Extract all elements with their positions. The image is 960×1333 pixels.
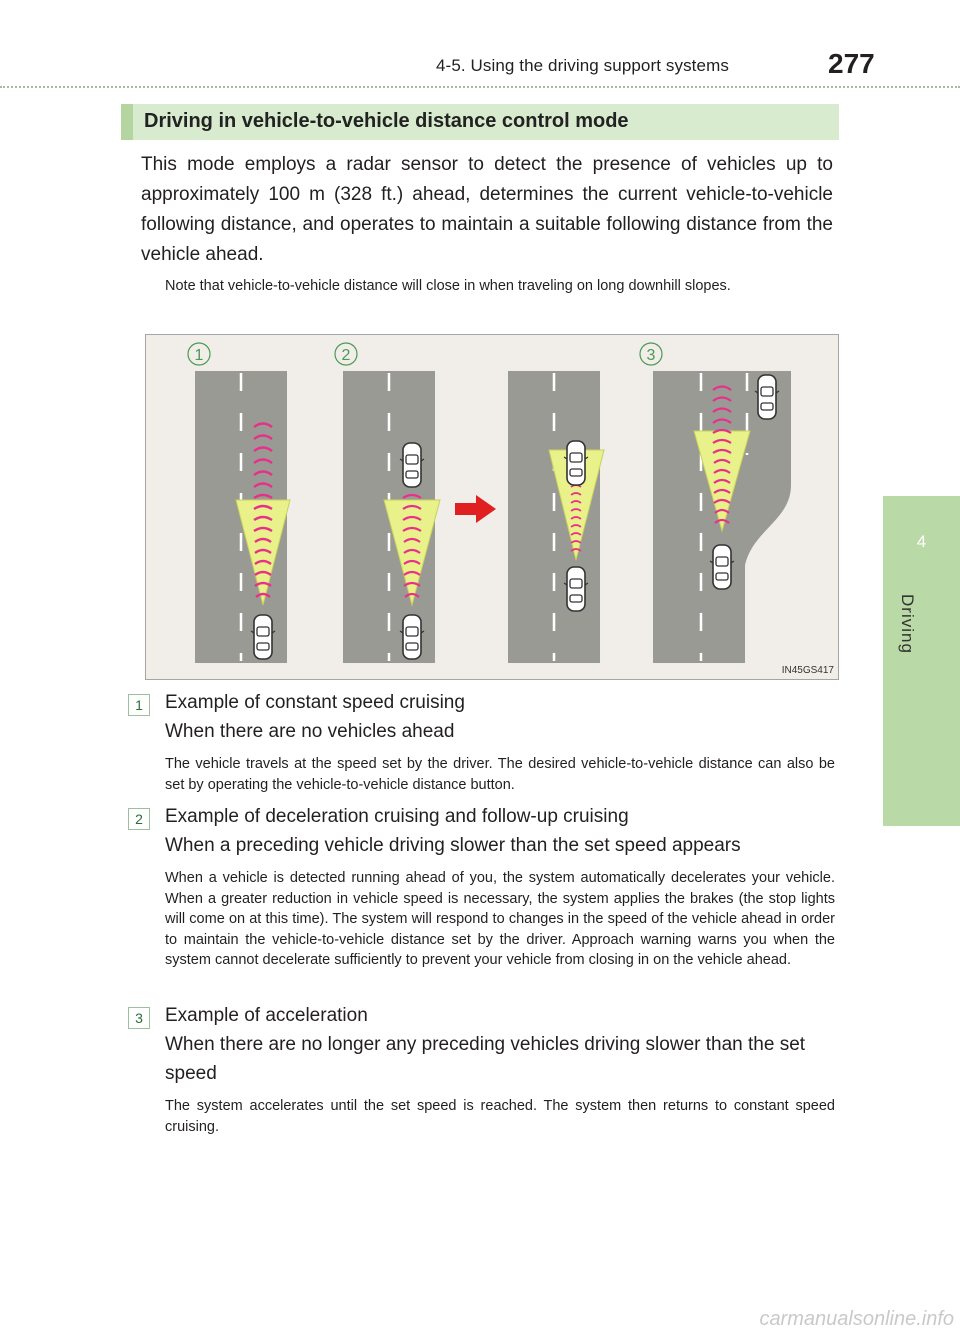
chapter-side-tab bbox=[883, 496, 960, 826]
item-3 bbox=[135, 1001, 835, 1137]
chapter-label: Driving bbox=[898, 594, 917, 654]
chapter-number: 4 bbox=[916, 532, 927, 551]
own-vehicle-1 bbox=[251, 615, 275, 659]
item-description-1: The vehicle travels at the speed set by the driver. The desired vehicle-to-vehicle distance can also be set by operating the vehicle-to-vehicle distance button. bbox=[165, 756, 835, 793]
callout-1 bbox=[188, 343, 210, 365]
item-number-1: 1 bbox=[128, 694, 150, 716]
figure-code: IN45GS417 bbox=[781, 665, 834, 676]
svg-text:3: 3 bbox=[646, 347, 656, 364]
item-subtitle-1: When there are no vehicles ahead bbox=[165, 721, 455, 742]
own-vehicle-2 bbox=[400, 615, 424, 659]
note-paragraph: Note that vehicle-to-vehicle distance will close in when traveling on long downhill slopes. bbox=[165, 278, 731, 294]
site-watermark: carmanualsonline.info bbox=[759, 1308, 954, 1330]
section-heading bbox=[121, 104, 839, 140]
distance-control-illustration bbox=[145, 334, 839, 680]
preceding-vehicle-3 bbox=[564, 441, 588, 485]
svg-text:1: 1 bbox=[194, 347, 204, 364]
section-heading-text: Driving in vehicle-to-vehicle distance control mode bbox=[144, 110, 629, 132]
intro-paragraph: This mode employs a radar sensor to detect the presence of vehicles up to approximately 100 m (328 ft.) ahead, determines the current vehicle-to-vehicle following distance, and operates to maintain a suitable following distance from the vehicle ahead. bbox=[141, 154, 833, 265]
item-1 bbox=[135, 688, 835, 795]
item-subtitle-2: When a preceding vehicle driving slower than the set speed appears bbox=[165, 835, 741, 856]
header-divider bbox=[0, 86, 960, 88]
own-vehicle-3 bbox=[564, 567, 588, 611]
item-number-2: 2 bbox=[128, 808, 150, 830]
item-number-3: 3 bbox=[128, 1007, 150, 1029]
item-title-3: Example of acceleration bbox=[165, 1005, 368, 1026]
preceding-vehicle-2 bbox=[400, 443, 424, 487]
item-title-1: Example of constant speed cruising bbox=[165, 692, 465, 713]
callout-3 bbox=[640, 343, 662, 365]
item-title-2: Example of deceleration cruising and follow-up cruising bbox=[165, 806, 629, 827]
own-vehicle-4 bbox=[710, 545, 734, 589]
page-number: 277 bbox=[828, 48, 875, 79]
running-header-title: 4-5. Using the driving support systems bbox=[436, 56, 729, 75]
svg-text:2: 2 bbox=[341, 347, 351, 364]
item-description-3: The system accelerates until the set speed is reached. The system then returns to constant speed cruising. bbox=[165, 1098, 835, 1135]
item-description-2: When a vehicle is detected running ahead of you, the system automatically decelerates your vehicle. When a greater reduction in vehicle speed is necessary, the system applies the brakes (the stop lights will come on at this time). The system will respond to changes in the speed of the vehicle ahead in order to maintain the vehicle-to-vehicle distance set by the driver. Approach warning warns you when the system cannot decelerate sufficiently to prevent your vehicle from closing in on the vehicle ahead. bbox=[165, 870, 835, 968]
transition-arrow-icon bbox=[455, 495, 496, 523]
callout-2 bbox=[335, 343, 357, 365]
item-2 bbox=[135, 802, 835, 971]
item-subtitle-3: When there are no longer any preceding vehicles driving slower than the set speed bbox=[165, 1034, 806, 1084]
illustration-canvas bbox=[146, 335, 840, 681]
exiting-vehicle-4 bbox=[755, 375, 779, 419]
